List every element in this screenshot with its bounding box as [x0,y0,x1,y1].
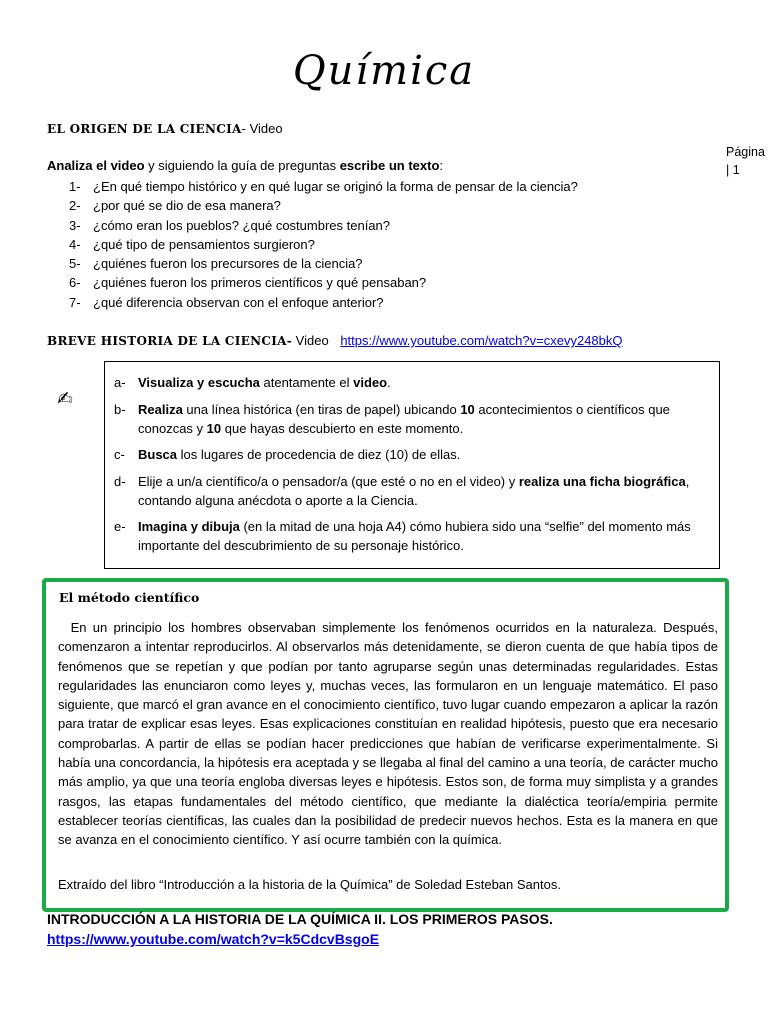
history-video-link[interactable]: https://www.youtube.com/watch?v=cxevy248bkQ [340,333,623,348]
intro-history-heading: INTRODUCCIÓN A LA HISTORIA DE LA QUÍMICA II. LOS PRIMEROS PASOS. [47,911,553,927]
list-item: 3- ¿cómo eran los pueblos? ¿qué costumbres tenían? [69,217,391,233]
scientific-method-paragraph: En un principio los hombres observaban simplemente los fenómenos ocurridos en la naturaleza. Después, comenzaron a intentar reproducirlos. Al observarlos más detenidamente, se dieron cuenta de que había tipos de fenómenos que se repetían y que podían por tanto agruparse según unas determinadas regularidades. Estas regularidades las enunciaron como leyes y, muchas veces, las formularon en un lenguaje matemático. El paso siguiente, que marcó el gran avance en el conocimiento científico, tuvo lugar cuando empezaron a aplicar la razón para tratar de explicar esas leyes. Esas explicaciones constituían en realidad hipótesis, puesto que era necesario comprobarlas. A partir de ellas se podían hacer predicciones que habían de verificarse experimentalmente. Si había una concordancia, la hipótesis era aceptada y se llegaba al final del camino a una teoría, de carácter mucho más amplio, ya que una teoría engloba diversas leyes e hipótesis. Estos son, de forma muy simplista y a grandes rasgos, las etapas fundamentales del método científico, que mediante la dialéctica teoría/empiria permite establecer teorías científicas, las cuales dan la posibilidad de predecir nuevos hechos. Esta es la manera en que se avanza en el conocimiento científico. Y así ocurre también con la química. [58,620,718,848]
scientific-method-heading: El método científico [59,590,200,605]
task-box [104,361,720,569]
scientific-method-box [42,578,729,912]
list-item: 2- ¿por qué se dio de esa manera? [69,198,281,214]
task-e: e- Imagina y dibuja (en la mitad de una hoja A4) cómo hubiera sido una “selfie” del momento más importante del descubrimiento de su personaje histórico. [114,519,695,553]
section-heading-origin [47,121,283,136]
instructions-bold-2: escribe un texto [339,158,440,173]
page-title: Química [292,48,476,94]
list-item: 1- ¿En qué tiempo histórico y en qué lugar se originó la forma de pensar de la ciencia? [69,179,578,194]
task-a: a- Visualiza y escucha atentamente el video. [114,375,391,390]
section-heading-history [47,333,623,348]
intro-history-video-link[interactable]: https://www.youtube.com/watch?v=k5CdcvBsgoE [47,931,380,947]
list-item: 5- ¿quiénes fueron los precursores de la ciencia? [69,256,363,272]
list-item: 7- ¿qué diferencia observan con el enfoque anterior? [69,294,384,310]
list-item: 6- ¿quiénes fueron los primeros científicos y qué pensaban? [69,275,427,291]
page-label: Página [726,145,765,159]
instructions-end: : [439,158,444,173]
section-heading-origin-suffix: - Video [241,121,283,136]
pen-writing-icon: ✍ [57,388,73,410]
section-heading-history-suffix: Video [292,333,329,348]
section-heading-origin-text: EL ORIGEN DE LA CIENCIA [47,122,242,136]
question-list [47,177,578,312]
page-number-value: | 1 [726,163,740,177]
section-heading-history-text: BREVE HISTORIA DE LA CIENCIA- [47,334,293,348]
list-item: 4- ¿qué tipo de pensamientos surgieron? [69,236,315,252]
scientific-method-source: Extraído del libro “Introducción a la historia de la Química” de Soledad Esteban Santos. [58,877,561,892]
instructions-mid: y siguiendo la guía de preguntas [144,158,340,173]
instructions [47,158,443,173]
page-number [726,143,765,179]
task-b: b- Realiza una línea histórica (en tiras de papel) ubicando 10 acontecimientos o científicos que conozcas y 10 que hayas descubierto en este momento. [114,402,674,436]
instructions-bold-1: Analiza el video [47,158,145,173]
task-c: c- Busca los lugares de procedencia de diez (10) de ellas. [114,447,461,462]
task-d: d- Elije a un/a científico/a o pensador/a (que esté o no en el video) y realiza una ficha biográfica, contando alguna anécdota o aporte a la Ciencia. [114,474,693,508]
